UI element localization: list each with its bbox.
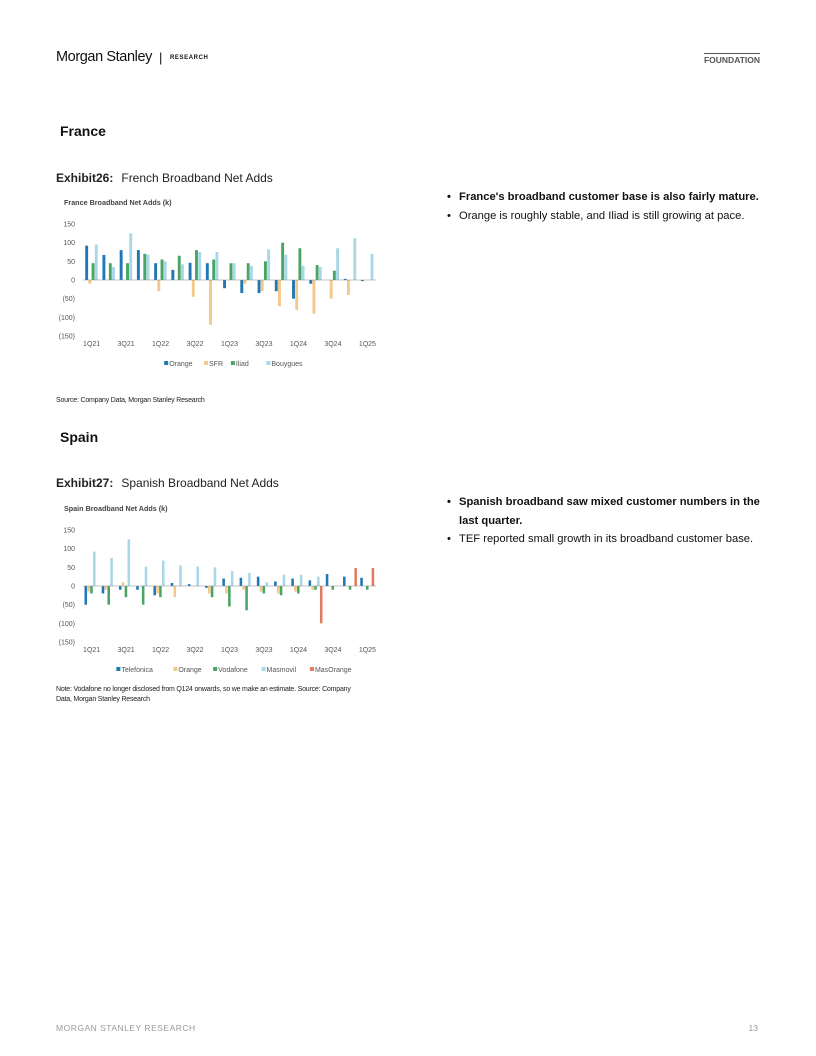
bar-bouygues-2q23	[250, 266, 253, 280]
bar-masmovil-2q24	[317, 577, 320, 586]
bar-bouygues-1q23	[233, 263, 236, 280]
bar-masmovil-4q21	[145, 567, 148, 586]
x-tick-label: 1Q22	[151, 647, 170, 654]
spain-heading: Spain	[60, 429, 99, 445]
bar-orange-3q22	[189, 263, 192, 280]
bar-orange-2q21	[105, 586, 108, 590]
france-exhibit-title	[56, 171, 273, 185]
x-tick-label: 3Q22	[186, 341, 204, 348]
y-tick-label: 150	[63, 221, 75, 229]
bar-bouygues-2q24	[319, 267, 322, 280]
bar-masmovil-3q21	[128, 539, 131, 586]
legend-item-vodafone	[213, 667, 248, 674]
y-tick-label: 0	[71, 277, 75, 285]
y-tick-label: (50)	[62, 296, 75, 304]
bar-orange-2q24	[311, 586, 314, 590]
bar-sfr-3q24	[330, 280, 333, 299]
legend-item-masmovil	[262, 667, 297, 674]
bar-iliad-1q24	[298, 248, 301, 280]
y-tick-label: (150)	[58, 333, 75, 341]
bar-iliad-2q21	[109, 263, 112, 280]
exhibit-caption: Spanish Broadband Net Adds	[121, 476, 279, 490]
y-tick-label: 100	[63, 546, 75, 554]
bar-bouygues-3q22	[198, 252, 201, 280]
bar-telefonica-4q21	[136, 586, 139, 590]
legend-swatch	[116, 667, 120, 671]
legend-item-telefonica	[116, 667, 153, 674]
bar-iliad-4q21	[143, 254, 146, 280]
legend-label: Masmovil	[266, 667, 297, 674]
france-heading: France	[60, 123, 106, 139]
chart-svg	[56, 500, 386, 685]
chart-svg	[56, 194, 386, 379]
legend-swatch	[164, 361, 168, 365]
bar-vodafone-3q24	[331, 586, 334, 590]
x-tick-label: 1Q25	[358, 341, 376, 348]
bar-telefonica-2q22	[171, 583, 174, 586]
bar-masmovil-4q22	[214, 567, 217, 586]
x-tick-label: 3Q23	[255, 647, 273, 654]
legend-item-iliad	[231, 361, 249, 368]
legend-label: Telefonica	[121, 667, 153, 674]
bar-orange-1q24	[294, 586, 297, 592]
brand-logo: Morgan Stanley	[56, 49, 152, 65]
legend-label: Orange	[169, 361, 193, 368]
spain-broadband-chart	[56, 500, 386, 685]
bar-vodafone-4q23	[280, 586, 283, 595]
x-tick-label: 1Q24	[289, 341, 308, 348]
bar-sfr-1q21	[88, 280, 91, 284]
bar-sfr-4q23	[278, 280, 281, 306]
bar-orange-2q22	[171, 270, 174, 280]
page-number: 13	[748, 1023, 758, 1033]
bar-iliad-1q21	[92, 263, 95, 280]
bar-masmovil-2q23	[248, 573, 251, 586]
footer-brand: MORGAN STANLEY RESEARCH	[56, 1023, 196, 1033]
bar-masorange-1q25	[372, 568, 375, 586]
bar-telefonica-3q23	[257, 577, 260, 586]
x-tick-label: 1Q23	[220, 647, 239, 654]
bar-vodafone-2q24	[314, 586, 317, 590]
bar-vodafone-4q24	[349, 586, 352, 590]
y-tick-label: (100)	[58, 620, 75, 628]
bar-masmovil-3q22	[196, 567, 199, 586]
bar-orange-2q22	[174, 586, 177, 597]
france-bullets	[446, 188, 766, 225]
bar-vodafone-1q23	[228, 586, 231, 607]
bar-orange-1q22	[154, 263, 157, 280]
exhibit-number: Exhibit26:	[56, 171, 114, 185]
bar-telefonica-2q21	[102, 586, 105, 593]
spain-source-note	[56, 685, 351, 704]
bar-vodafone-1q24	[297, 586, 300, 593]
bar-vodafone-2q21	[107, 586, 110, 605]
bar-telefonica-4q23	[274, 582, 277, 586]
bar-iliad-2q24	[316, 265, 319, 280]
bar-bouygues-3q21	[129, 233, 132, 280]
x-tick-label: 3Q24	[324, 647, 342, 654]
france-bullet-1: • France's broadband customer base is also fairly mature.	[446, 188, 766, 207]
legend-swatch	[213, 667, 217, 671]
bar-telefonica-2q24	[309, 580, 312, 586]
bar-bouygues-4q24	[353, 238, 356, 280]
bar-orange-4q22	[206, 263, 209, 280]
legend-label: SFR	[209, 361, 223, 368]
legend-item-bouygues	[266, 361, 303, 368]
x-tick-label: 3Q23	[255, 341, 273, 348]
bar-bouygues-2q22	[181, 264, 184, 280]
bar-orange-3q21	[120, 250, 123, 280]
y-tick-label: 100	[63, 240, 75, 248]
bar-orange-4q22	[208, 586, 211, 593]
bar-masmovil-1q24	[300, 575, 303, 586]
bar-orange-2q23	[242, 586, 245, 590]
legend-item-sfr	[204, 361, 223, 368]
bar-bouygues-4q22	[215, 252, 218, 280]
legend-swatch	[262, 667, 266, 671]
bar-masmovil-2q22	[179, 565, 182, 586]
chart-title: Spain Broadband Net Adds (k)	[64, 504, 168, 513]
bar-sfr-2q24	[312, 280, 315, 314]
x-tick-label: 1Q23	[220, 341, 239, 348]
x-tick-label: 3Q24	[324, 341, 342, 348]
legend-item-orange	[173, 667, 201, 674]
bar-vodafone-4q22	[211, 586, 214, 597]
foundation-tag: FOUNDATION	[703, 55, 760, 65]
legend-swatch	[310, 667, 314, 671]
legend-label: MasOrange	[314, 667, 352, 674]
bar-bouygues-1q24	[302, 266, 305, 280]
y-tick-label: 50	[67, 258, 75, 266]
bar-bouygues-4q21	[147, 255, 150, 280]
exhibit-number: Exhibit27:	[56, 476, 114, 490]
bar-orange-4q23	[275, 280, 278, 291]
bar-orange-2q21	[102, 255, 105, 280]
bar-sfr-2q23	[244, 280, 247, 284]
bar-sfr-3q23	[261, 280, 264, 291]
bar-masmovil-1q23	[231, 571, 234, 586]
bar-sfr-4q24	[347, 280, 350, 295]
logo-separator: |	[159, 50, 163, 65]
bar-masmovil-1q22	[162, 561, 165, 586]
bar-iliad-1q22	[161, 259, 164, 280]
chart-title: France Broadband Net Adds (k)	[64, 198, 172, 207]
y-tick-label: 0	[71, 583, 75, 591]
bar-vodafone-1q21	[90, 586, 93, 593]
bar-orange-4q23	[277, 586, 280, 593]
legend-label: Vodafone	[218, 667, 248, 674]
legend-swatch	[266, 361, 270, 365]
bar-orange-2q24	[309, 280, 312, 284]
bar-masmovil-3q23	[265, 582, 268, 586]
spain-exhibit-title	[56, 476, 279, 490]
bar-masorange-2q24	[320, 586, 323, 623]
bar-bouygues-3q23	[267, 249, 270, 280]
legend-swatch	[173, 667, 177, 671]
bar-iliad-3q24	[333, 271, 336, 280]
bar-telefonica-3q21	[119, 586, 122, 590]
x-tick-label: 1Q25	[358, 647, 376, 654]
bar-iliad-4q22	[212, 259, 215, 280]
bar-vodafone-1q22	[159, 586, 162, 597]
bar-sfr-1q22	[157, 280, 160, 291]
bar-orange-1q23	[225, 586, 228, 593]
legend-item-orange	[164, 361, 192, 368]
research-label: RESEARCH	[170, 55, 209, 61]
y-tick-label: (50)	[62, 602, 75, 610]
bar-iliad-2q23	[247, 263, 250, 280]
bar-bouygues-4q23	[284, 255, 287, 280]
x-tick-label: 3Q21	[117, 341, 135, 348]
x-tick-label: 1Q21	[83, 341, 101, 348]
legend-label: Bouygues	[271, 361, 303, 368]
bar-telefonica-1q24	[291, 579, 294, 586]
bar-sfr-4q22	[209, 280, 212, 325]
bar-iliad-3q22	[195, 250, 198, 280]
bar-telefonica-3q24	[326, 574, 329, 586]
chart-legend	[116, 667, 351, 674]
spain-source-line-2: Data, Morgan Stanley Research	[56, 695, 150, 703]
bar-orange-3q21	[122, 582, 125, 586]
x-tick-label: 1Q24	[289, 647, 308, 654]
y-tick-label: 50	[67, 564, 75, 572]
france-source-note: Source: Company Data, Morgan Stanley Research	[56, 397, 205, 404]
bar-vodafone-3q21	[125, 586, 128, 597]
bar-orange-3q23	[260, 586, 263, 592]
bar-telefonica-1q21	[85, 586, 88, 605]
bar-vodafone-1q25	[366, 586, 369, 590]
x-tick-label: 3Q22	[186, 647, 204, 654]
bar-orange-1q21	[87, 586, 90, 592]
bar-orange-1q23	[223, 280, 226, 288]
bar-telefonica-4q24	[343, 577, 346, 586]
bar-bouygues-1q21	[95, 245, 98, 280]
bar-telefonica-2q23	[240, 578, 243, 586]
legend-item-masorange	[310, 667, 352, 674]
bar-bouygues-2q21	[112, 267, 115, 280]
chart-legend	[164, 361, 303, 368]
y-tick-label: (150)	[58, 639, 75, 647]
legend-swatch	[204, 361, 208, 365]
spain-bullets	[446, 493, 766, 549]
bar-telefonica-1q25	[360, 578, 363, 586]
bar-vodafone-2q23	[245, 586, 248, 610]
bar-orange-2q23	[240, 280, 243, 293]
bar-vodafone-4q21	[142, 586, 145, 605]
bar-iliad-3q23	[264, 261, 267, 280]
bar-iliad-4q23	[281, 243, 284, 280]
x-tick-label: 1Q21	[83, 647, 101, 654]
bar-iliad-1q23	[230, 263, 233, 280]
y-tick-label: (100)	[58, 314, 75, 322]
spain-bullet-1: • Spanish broadband saw mixed customer numbers in the last quarter.	[446, 493, 766, 530]
bar-sfr-1q24	[295, 280, 298, 310]
bar-sfr-3q22	[192, 280, 195, 297]
x-tick-label: 3Q21	[117, 647, 135, 654]
legend-label: Orange	[178, 667, 202, 674]
exhibit-caption: French Broadband Net Adds	[121, 171, 273, 185]
bar-bouygues-1q22	[164, 261, 167, 280]
spain-source-line-1: Note: Vodafone no longer disclosed from Q124 onwards, so we make an estimate. Source: Company	[56, 686, 351, 693]
bar-masmovil-2q21	[110, 558, 113, 586]
bar-bouygues-3q24	[336, 248, 339, 280]
bar-masmovil-1q21	[93, 552, 96, 586]
bar-orange-4q21	[137, 250, 140, 280]
bar-orange-3q23	[258, 280, 261, 293]
bar-iliad-2q22	[178, 256, 181, 280]
bar-bouygues-1q25	[371, 254, 374, 280]
spain-bullet-2: • TEF reported small growth in its broadband customer base.	[446, 530, 766, 549]
france-bullet-2: • Orange is roughly stable, and Iliad is still growing at pace.	[446, 207, 766, 226]
legend-label: Iliad	[235, 361, 249, 368]
bar-orange-1q24	[292, 280, 295, 299]
bar-iliad-3q21	[126, 263, 129, 280]
bar-masmovil-4q23	[283, 575, 286, 586]
france-broadband-chart	[56, 194, 386, 379]
bar-orange-1q22	[156, 586, 159, 593]
bar-vodafone-3q23	[263, 586, 266, 593]
bar-orange-1q21	[85, 246, 88, 280]
x-tick-label: 1Q22	[151, 341, 170, 348]
bar-telefonica-1q23	[222, 579, 225, 586]
bar-telefonica-1q22	[153, 586, 156, 595]
legend-swatch	[231, 361, 235, 365]
bar-masorange-4q24	[354, 568, 357, 586]
y-tick-label: 150	[63, 527, 75, 535]
